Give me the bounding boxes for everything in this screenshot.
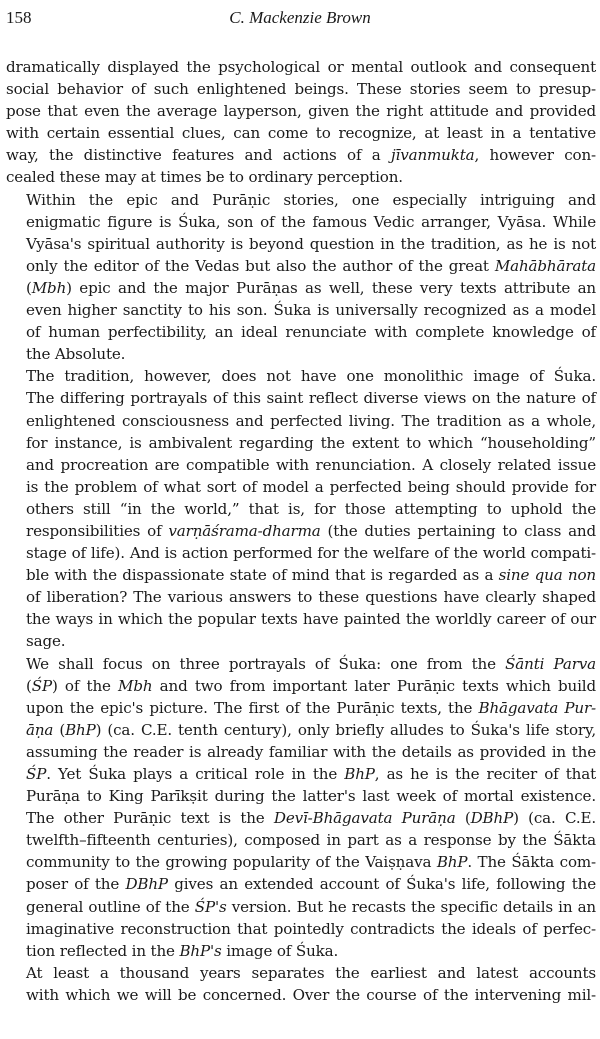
text-run: gives an extended account of Śuka's life, following the xyxy=(167,875,596,894)
italic-term: ŚP's xyxy=(194,897,227,916)
text-run: At least a thousand years separates the earliest and latest accounts xyxy=(26,963,596,982)
italic-term: jīvanmukta xyxy=(391,146,475,165)
text-line xyxy=(6,387,596,409)
italic-term: Mbh xyxy=(31,278,67,297)
text-run: The differing portrayals of this saint reflect diverse views on the nature of xyxy=(26,389,596,408)
paragraph xyxy=(6,365,596,652)
text-run: sage. xyxy=(26,632,66,651)
text-run: Within the epic and Purāṇic stories, one especially intriguing and xyxy=(26,190,596,209)
italic-term: DBhP xyxy=(470,809,514,828)
text-run: the Absolute. xyxy=(26,345,126,364)
text-run: (the duties pertaining to class and xyxy=(320,521,597,540)
text-line xyxy=(6,896,596,918)
text-run: The other Purāṇic text is the xyxy=(26,809,274,828)
text-run: ble with the dispassionate state of mind that is regarded as a xyxy=(26,566,499,585)
text-line xyxy=(6,454,596,476)
text-run: even higher sanctity to his son. Śuka is universally recognized as a model xyxy=(26,301,596,320)
text-run: poser of the xyxy=(26,875,126,894)
text-line xyxy=(6,564,596,586)
page-number: 158 xyxy=(6,8,32,27)
text-line xyxy=(6,940,596,962)
text-run: . The Śākta com- xyxy=(467,853,596,872)
text-line xyxy=(6,675,596,697)
text-run: ) (ca. C.E. xyxy=(513,809,596,828)
text-line xyxy=(6,122,596,144)
text-line xyxy=(6,962,596,984)
text-line xyxy=(6,851,596,873)
paragraph xyxy=(6,56,596,189)
text-run: responsibilities of xyxy=(26,521,169,540)
text-line xyxy=(6,189,596,211)
italic-term: Devī-Bhāgavata Purāṇa xyxy=(273,809,456,828)
italic-term: āṇa xyxy=(26,720,54,739)
text-run: imaginative reconstruction that pointedly contradicts the ideals of perfec- xyxy=(26,919,596,938)
text-line xyxy=(6,741,596,763)
page-header xyxy=(6,8,594,34)
text-line xyxy=(6,78,596,100)
text-run: The tradition, however, does not have one monolithic image of Śuka. xyxy=(26,367,596,386)
text-line xyxy=(6,56,596,78)
text-run: version. But he recasts the specific details in an xyxy=(226,897,597,916)
text-line xyxy=(6,166,596,188)
text-line xyxy=(6,343,596,365)
text-line xyxy=(6,299,596,321)
text-run: is the problem of what sort of model a perfected being should provide for xyxy=(26,477,596,496)
text-run: others still “in the world,” that is, for those attempting to uphold the xyxy=(26,499,596,518)
italic-term: Bhāgavata Pur- xyxy=(478,698,597,717)
text-line xyxy=(6,653,596,675)
text-run: , as he is the reciter of that xyxy=(374,765,597,783)
text-line xyxy=(6,630,596,652)
italic-term: BhP's xyxy=(179,941,222,960)
text-run: way, the distinctive features and actions of a xyxy=(6,146,392,165)
text-line xyxy=(6,719,596,741)
text-line xyxy=(6,984,596,1006)
text-run: ) (ca. C.E. tenth century), only briefly alludes to Śuka's life story, xyxy=(95,720,596,739)
paragraph xyxy=(6,962,596,1006)
text-run: with which we will be concerned. Over the course of the intervening mil- xyxy=(26,985,596,1004)
text-line xyxy=(6,476,596,498)
text-line xyxy=(6,410,596,432)
body-text xyxy=(6,56,596,1006)
italic-term: ŚP xyxy=(26,765,47,783)
text-run: twelfth–fifteenth centuries), composed in part as a response by the Śākta xyxy=(26,831,596,850)
text-run: of liberation? The various answers to these questions have clearly shaped xyxy=(26,588,596,607)
text-line xyxy=(6,498,596,520)
text-line xyxy=(6,918,596,940)
text-run: community to the growing popularity of the Vaiṣṇava xyxy=(26,853,437,872)
text-line xyxy=(6,321,596,343)
text-run: Purāṇa to King Parīkṣit during the latter's last week of mortal existence. xyxy=(26,787,596,806)
text-run: the ways in which the popular texts have painted the worldly career of our xyxy=(26,610,596,629)
text-run: for instance, is ambivalent regarding the extent to which “householding” xyxy=(26,433,596,452)
paragraph xyxy=(6,189,596,366)
text-run: of human perfectibility, an ideal renunciate with complete knowledge of xyxy=(26,323,596,342)
text-line xyxy=(6,365,596,387)
text-run: image of Śuka. xyxy=(221,941,339,960)
text-run: ( xyxy=(26,676,32,695)
text-line xyxy=(6,432,596,454)
text-line xyxy=(6,873,596,895)
text-line xyxy=(6,277,596,299)
text-run: ) epic and the major Purāṇas as well, these very texts attribute an xyxy=(66,278,596,297)
text-run: ) of the xyxy=(51,676,119,695)
text-line xyxy=(6,586,596,608)
text-run: with certain essential clues, can come to recognize, at least in a tentative xyxy=(6,124,596,143)
italic-term: Mbh xyxy=(118,676,153,695)
text-line xyxy=(6,144,596,166)
text-line xyxy=(6,763,596,785)
italic-term: BhP xyxy=(344,765,375,783)
paragraph xyxy=(6,653,596,962)
text-run: cealed these may at times be to ordinary perception. xyxy=(6,168,403,187)
italic-term: BhP xyxy=(65,720,96,739)
text-run: stage of life). And is action performed for the welfare of the world compati- xyxy=(26,544,596,563)
running-head: C. Mackenzie Brown xyxy=(229,8,371,27)
text-line xyxy=(6,255,596,277)
text-line xyxy=(6,542,596,564)
text-run: . Yet Śuka plays a critical role in the xyxy=(46,765,345,783)
text-line xyxy=(6,807,596,829)
italic-term: DBhP xyxy=(125,875,168,894)
italic-term: sine qua non xyxy=(498,566,596,585)
text-line xyxy=(6,520,596,542)
text-run: Vyāsa's spiritual authority is beyond question in the tradition, as he is not xyxy=(26,234,596,253)
text-run: assuming the reader is already familiar with the details as provided in the xyxy=(26,742,596,761)
text-line xyxy=(6,829,596,851)
text-line xyxy=(6,785,596,807)
text-run: , however con- xyxy=(474,146,596,165)
text-run: ( xyxy=(26,278,32,297)
text-run: and two from important later Purāṇic texts which build xyxy=(152,676,596,695)
text-run: and procreation are compatible with renunciation. A closely related issue xyxy=(26,455,596,474)
text-line xyxy=(6,100,596,122)
text-line xyxy=(6,211,596,233)
text-run: general outline of the xyxy=(26,897,195,916)
text-run: dramatically displayed the psychological or mental outlook and consequent xyxy=(6,58,596,76)
text-run: pose that even the average layperson, given the right attitude and provided xyxy=(6,102,596,121)
text-line xyxy=(6,608,596,630)
text-run: ( xyxy=(53,720,66,739)
text-run: We shall focus on three portrayals of Śuka: one from the xyxy=(26,654,506,673)
italic-term: ŚP xyxy=(31,676,52,695)
text-run: tion reflected in the xyxy=(26,941,180,960)
text-run: ( xyxy=(455,809,471,828)
italic-term: Mahābhārata xyxy=(494,256,596,275)
text-run: enigmatic figure is Śuka, son of the famous Vedic arranger, Vyāsa. While xyxy=(26,212,596,231)
text-run: only the editor of the Vedas but also the author of the great xyxy=(26,256,495,275)
text-run: social behavior of such enlightened beings. These stories seem to presup- xyxy=(6,80,596,99)
text-run: enlightened consciousness and perfected living. The tradition as a whole, xyxy=(26,411,596,430)
text-run: upon the epic's picture. The first of the Purāṇic texts, the xyxy=(26,698,479,717)
italic-term: BhP xyxy=(436,853,468,872)
text-line xyxy=(6,233,596,255)
text-line xyxy=(6,697,596,719)
italic-term: Śānti Parva xyxy=(505,654,596,673)
italic-term: varṇāśrama-dharma xyxy=(168,521,321,540)
